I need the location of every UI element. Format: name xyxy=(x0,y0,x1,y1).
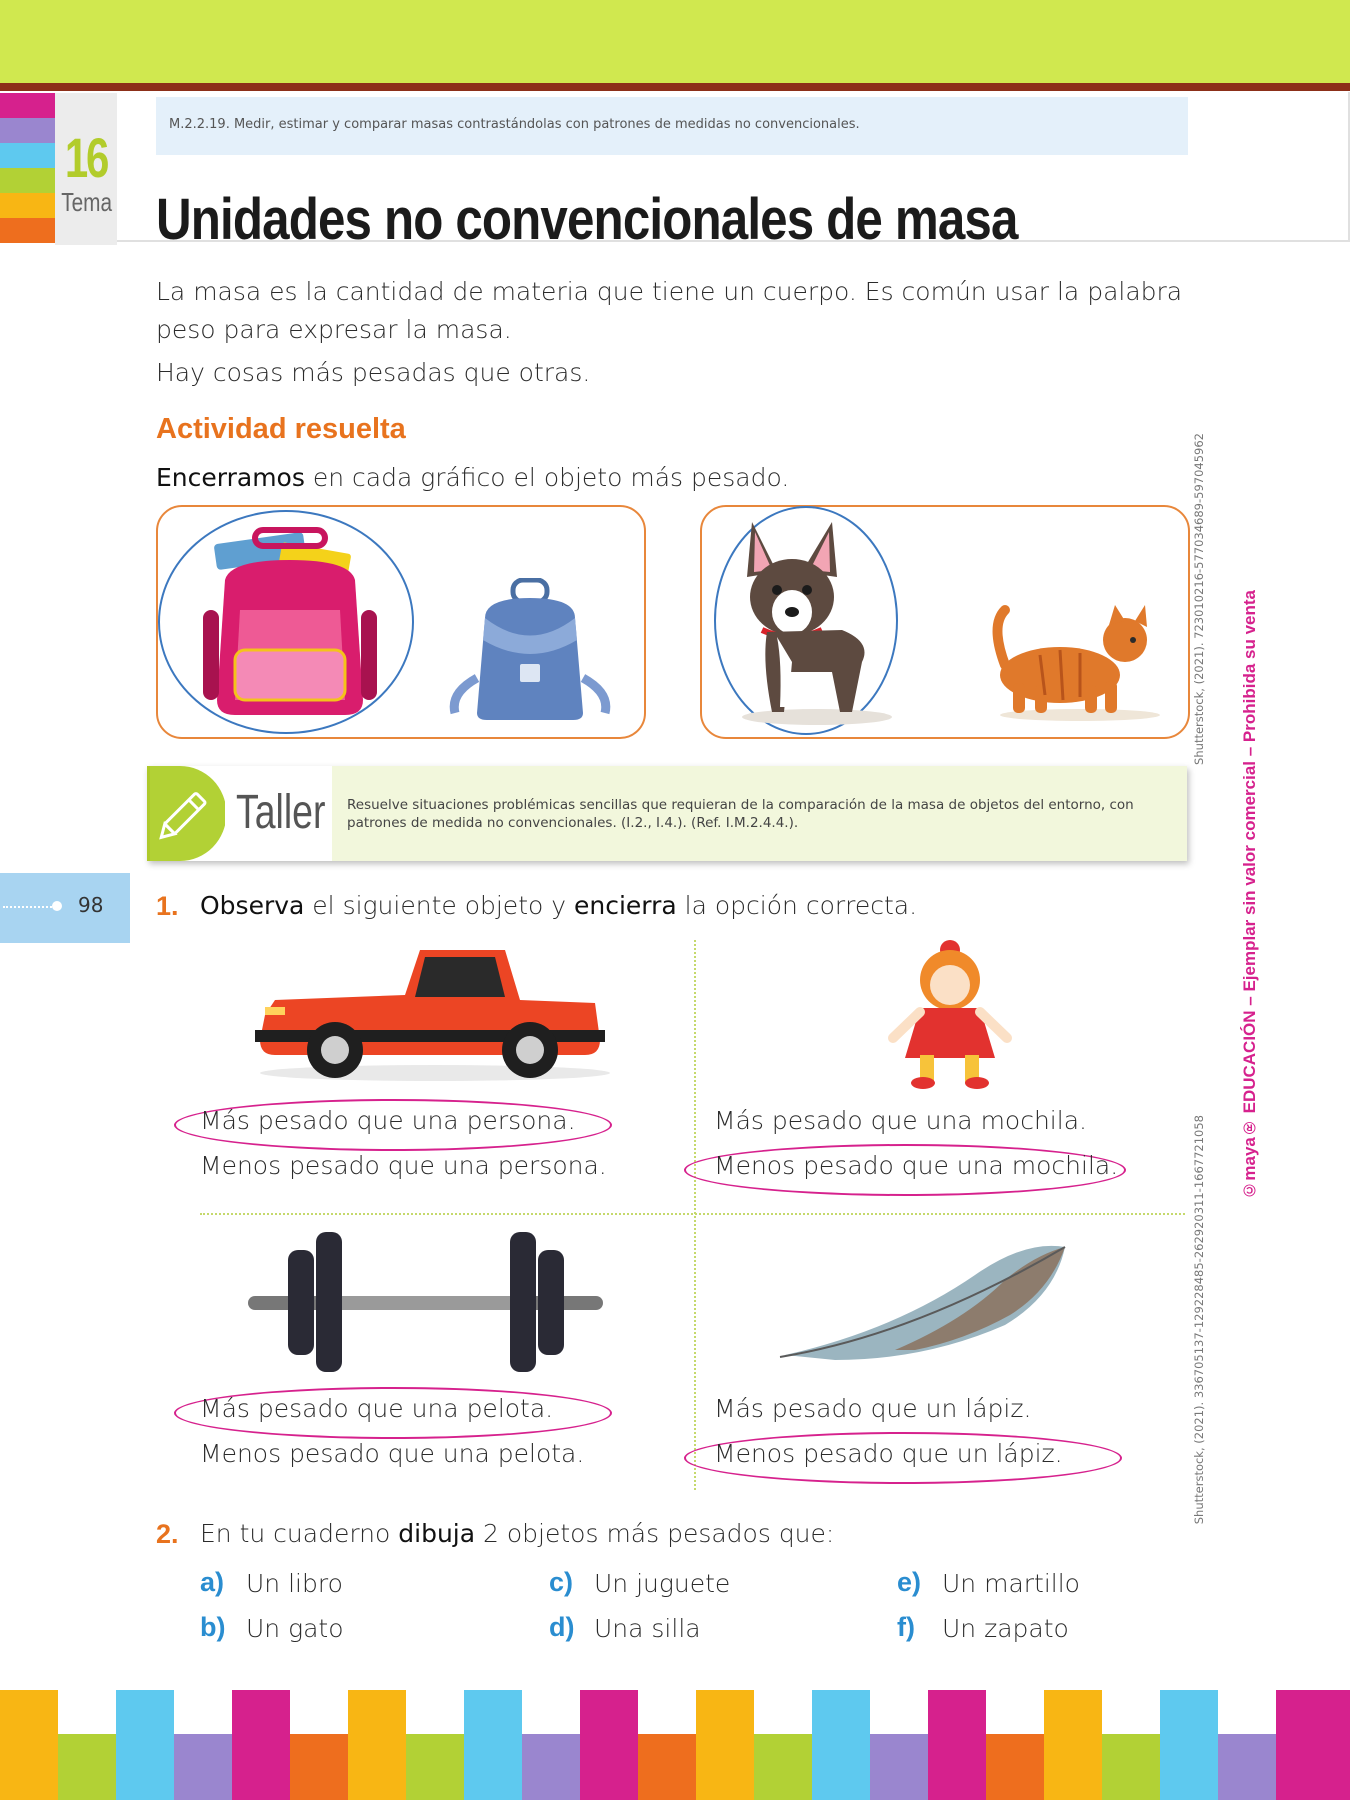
truck-option-heavier[interactable]: Más pesado que una persona. xyxy=(200,1106,576,1135)
option-text-a: Un libro xyxy=(246,1569,343,1598)
top-color-bar xyxy=(0,0,1350,83)
cat-icon xyxy=(985,605,1165,725)
bottom-color-stripes xyxy=(0,1690,1350,1800)
feather-icon xyxy=(775,1235,1075,1380)
image-credit-bottom-text: Shutterstock, (2021). 336705137-129228485-262920311-1667721058 xyxy=(1192,1115,1206,1525)
doll-option-lighter[interactable]: Menos pesado que una mochila. xyxy=(714,1151,1119,1180)
activity-heading: Actividad resuelta xyxy=(156,413,406,445)
page-number: 98 xyxy=(78,893,104,917)
doll-icon xyxy=(885,940,1015,1090)
q2-verb-dibuja: dibuja xyxy=(398,1519,476,1548)
taller-title: Taller xyxy=(236,786,326,839)
skill-code-text: M.2.2.19. Medir, estimar y comparar masas contrastándolas con patrones de medidas no convencionales. xyxy=(169,117,860,132)
option-letter-f: f) xyxy=(897,1612,915,1642)
side-legal-text: ©maya® EDUCACIÓN – Ejemplar sin valor comercial – Prohibida su venta xyxy=(1240,590,1259,1200)
q1-text-part-2: la opción correcta. xyxy=(676,891,918,920)
instruction-verb: Encerramos xyxy=(156,463,305,492)
grid-divider-horizontal xyxy=(200,1213,1185,1215)
topic-number: 16 xyxy=(64,126,108,189)
q2-text-part-2: 2 objetos más pesados que: xyxy=(475,1519,835,1548)
feather-option-heavier[interactable]: Más pesado que un lápiz. xyxy=(714,1394,1032,1423)
dumbbell-icon xyxy=(248,1232,603,1372)
taller-description: Resuelve situaciones problémicas sencillas que requieran de la comparación de la masa de objetos del entorno, con patrones de medida no convencionales. (I.2., I.4.). (Ref. I.M.2.4.4.). xyxy=(347,797,1134,831)
image-credit-top xyxy=(1192,433,1206,765)
pencil-icon xyxy=(150,766,225,861)
feather-option-lighter[interactable]: Menos pesado que un lápiz. xyxy=(714,1439,1063,1468)
blue-backpack-icon xyxy=(445,578,615,723)
option-letter-c: c) xyxy=(549,1567,574,1597)
question-2-number: 2. xyxy=(156,1519,179,1549)
grid-divider-vertical xyxy=(694,940,696,1490)
pink-backpack-icon xyxy=(185,520,395,720)
top-divider-line xyxy=(0,83,1350,91)
truck-icon xyxy=(255,945,635,1085)
intro-paragraph-2: Hay cosas más pesadas que otras. xyxy=(156,358,591,387)
option-text-c: Un juguete xyxy=(594,1569,731,1598)
topic-badge xyxy=(55,93,117,245)
page-title: Unidades no convencionales de masa xyxy=(156,187,1018,252)
color-tab-strip xyxy=(0,93,55,243)
question-2-text xyxy=(200,1515,834,1553)
page-number-dot xyxy=(52,901,62,911)
image-credit-top-text: Shutterstock, (2021). 723010216-577034689-597045962 xyxy=(1192,433,1206,765)
skill-code-box xyxy=(156,97,1188,155)
side-legal-notice xyxy=(1240,590,1266,1245)
instruction-rest: en cada gráfico el objeto más pesado. xyxy=(304,463,790,492)
dumbbell-option-lighter[interactable]: Menos pesado que una pelota. xyxy=(200,1439,585,1468)
truck-option-lighter[interactable]: Menos pesado que una persona. xyxy=(200,1151,607,1180)
option-text-b: Un gato xyxy=(246,1614,344,1643)
dog-icon xyxy=(722,512,892,727)
q1-text-part: el siguiente objeto y xyxy=(304,891,574,920)
option-text-e: Un martillo xyxy=(942,1569,1080,1598)
doll-option-heavier[interactable]: Más pesado que una mochila. xyxy=(714,1106,1087,1135)
page-number-dots xyxy=(3,906,55,908)
option-letter-a: a) xyxy=(200,1567,225,1597)
question-1-text xyxy=(200,887,917,925)
q1-verb-observa: Observa xyxy=(200,891,305,920)
page-number-tab xyxy=(0,873,130,943)
question-1-number: 1. xyxy=(156,891,179,921)
topic-label: Tema xyxy=(61,187,113,217)
option-letter-d: d) xyxy=(549,1612,575,1642)
q1-verb-encierra: encierra xyxy=(573,891,677,920)
option-letter-e: e) xyxy=(897,1567,922,1597)
activity-instruction xyxy=(156,459,789,497)
option-text-f: Un zapato xyxy=(942,1614,1069,1643)
q2-text-part: En tu cuaderno xyxy=(200,1519,399,1548)
option-text-d: Una silla xyxy=(594,1614,701,1643)
option-letter-b: b) xyxy=(200,1612,226,1642)
dumbbell-option-heavier[interactable]: Más pesado que una pelota. xyxy=(200,1394,554,1423)
image-credit-bottom xyxy=(1192,1115,1206,1525)
intro-paragraph: La masa es la cantidad de materia que tiene un cuerpo. Es común usar la palabra peso para expresar la masa. xyxy=(156,277,1183,344)
